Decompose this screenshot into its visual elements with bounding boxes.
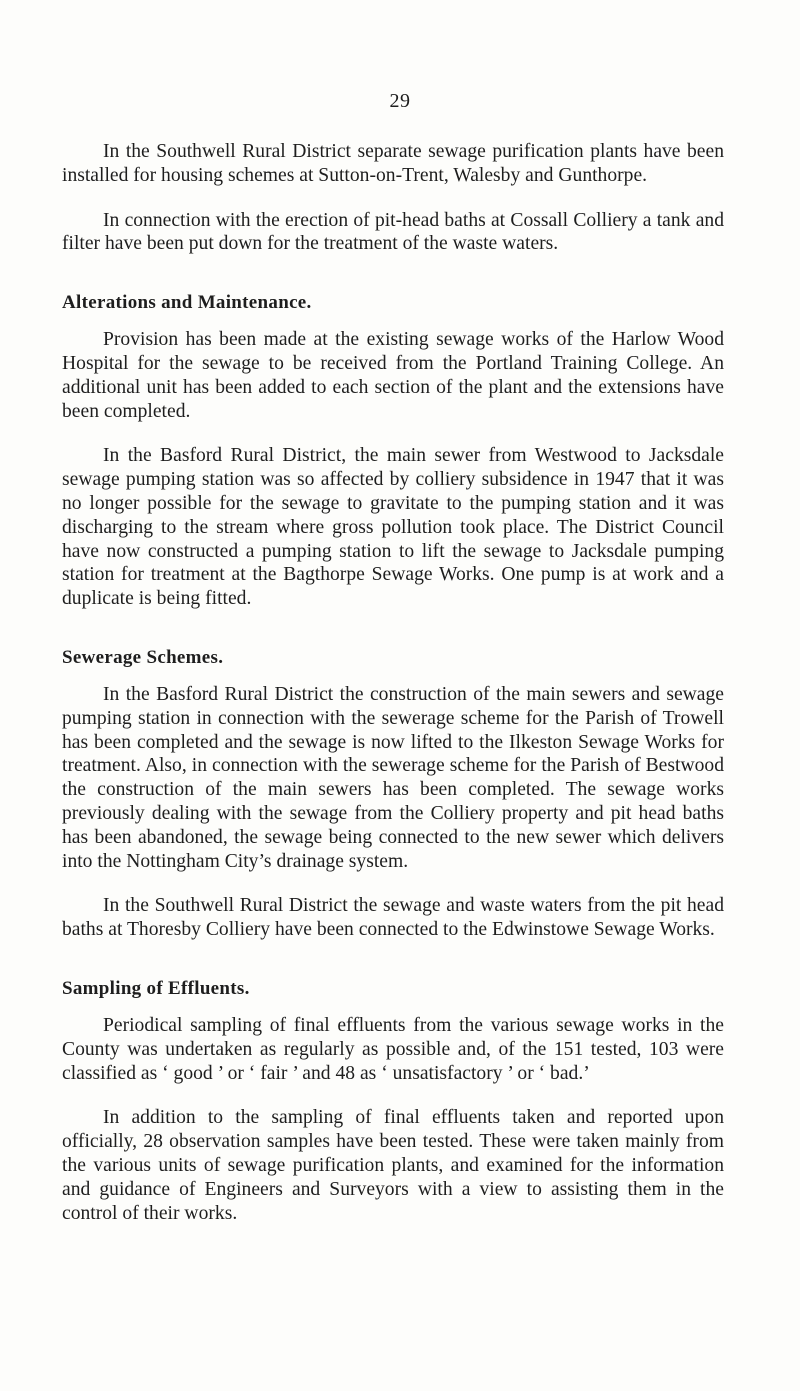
alterations-paragraph-2: In the Basford Rural District, the main sewer from Westwood to Jacksdale sewage pumping station was so affected by colliery subsidence in 1947 that it was no longer possible for the sewage to gravitate to the pumping station and it was discharging to the stream where gross pollution took place. The District Council have now constructed a pumping station to lift the sewage to Jacksdale pumping station for treatment at the Bagthorpe Sewage Works. One pump is at work and a duplicate is being fitted. <box>62 445 724 610</box>
intro-section <box>62 140 724 256</box>
sewerage-paragraph-2: In the Southwell Rural District the sewage and waste waters from the pit head baths at Thoresby Colliery have been connected to the Edwinstowe Sewage Works. <box>62 895 724 941</box>
sewerage-section <box>62 646 724 942</box>
alterations-section <box>62 291 724 611</box>
sampling-paragraph-2: In addition to the sampling of final effluents taken and reported upon officially, 28 observation samples have been tested. These were taken mainly from the various units of sewage purification plants, and examined for the information and guidance of Engineers and Surveyors with a view to assisting them in the control of their works. <box>62 1107 724 1224</box>
alterations-heading: Alterations and Maintenance. <box>62 292 312 314</box>
intro-paragraph-1: In the Southwell Rural District separate sewage purification plants have been installed for housing schemes at Sutton-on-Trent, Walesby and Gunthorpe. <box>62 141 724 186</box>
page-body <box>62 140 724 1225</box>
alterations-paragraph-1: Provision has been made at the existing sewage works of the Harlow Wood Hospital for the sewage to be received from the Portland Training College. An additional unit has been added to each section of the plant and the extensions have been completed. <box>62 329 724 422</box>
sewerage-heading: Sewerage Schemes. <box>62 646 224 668</box>
sampling-paragraph-1: Periodical sampling of final effluents from the various sewage works in the County was undertaken as regularly as possible and, of the 151 tested, 103 were classified as ‘ good ’ or ‘ fair ’ and 48 as ‘ unsatisfactory ’ or ‘ bad.’ <box>62 1014 724 1084</box>
sampling-section <box>62 977 724 1225</box>
sewerage-paragraph-1: In the Basford Rural District the construction of the main sewers and sewage pumping station in connection with the sewerage scheme for the Parish of Trowell has been completed and the sewage is now lifted to the Ilkeston Sewage Works for treatment. Also, in connection with the sewerage scheme for the Parish of Bestwood the construction of the main sewers has been completed. The sewage works previously dealing with the sewage from the Colliery property and pit head baths has been abandoned, the sewage being connected to the new sewer which delivers into the Nottingham City’s drainage system. <box>62 683 724 872</box>
sampling-heading: Sampling of Effluents. <box>62 977 250 999</box>
page-number: 29 <box>389 90 411 112</box>
intro-paragraph-2: In connection with the erection of pit-head baths at Cossall Colliery a tank and filter have been put down for the treatment of the waste waters. <box>62 209 724 255</box>
